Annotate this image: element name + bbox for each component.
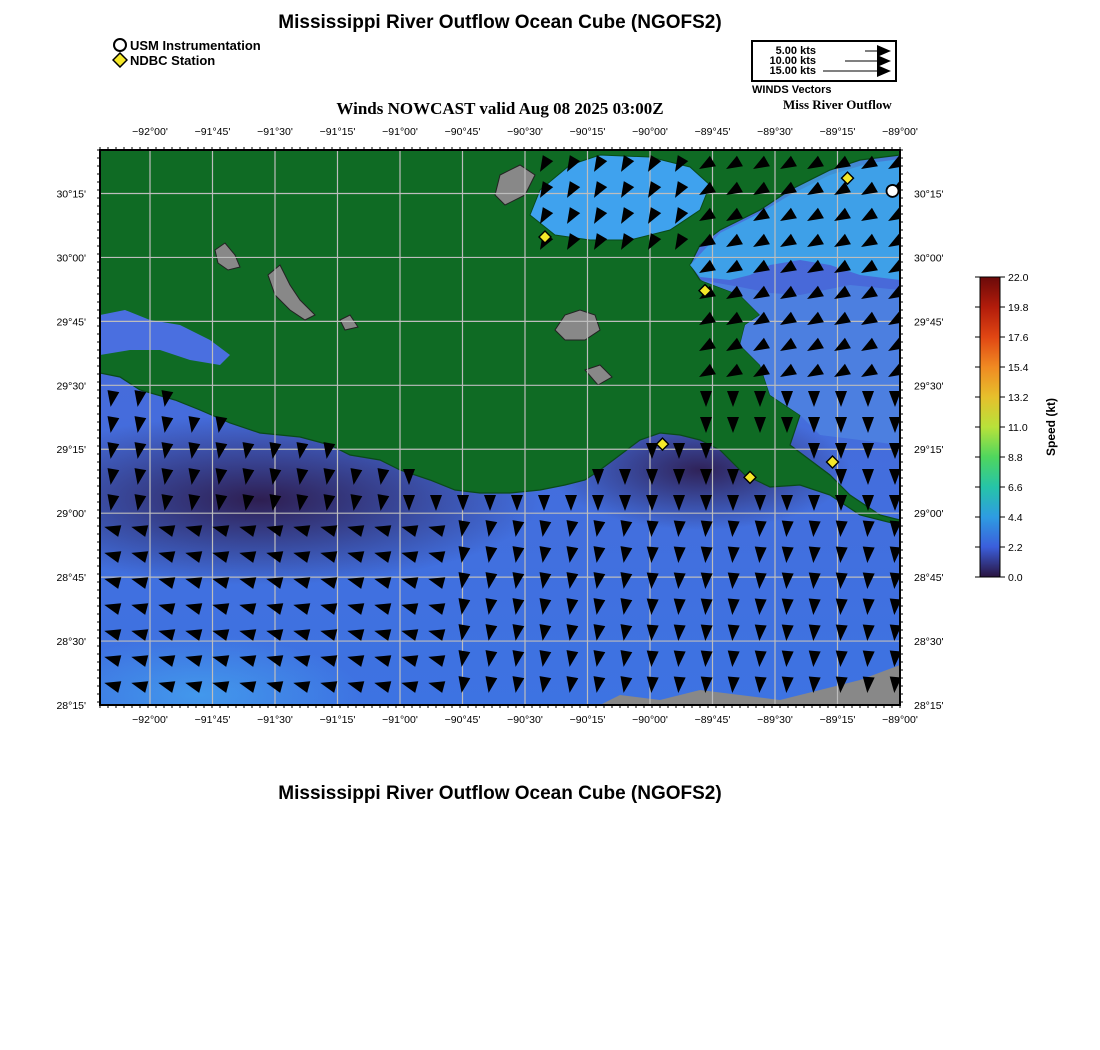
- x-tick-label-bottom: −91°30': [257, 714, 293, 726]
- x-axis-top: [132, 126, 918, 138]
- colorbar-label: Speed (kt): [1044, 397, 1058, 457]
- x-tick-label-bottom: −90°15': [569, 714, 606, 726]
- y-tick-label-left: 28°45': [56, 572, 86, 585]
- colorbar-tick-label: 4.4: [1008, 512, 1023, 524]
- x-tick-label-top: −91°45': [194, 126, 231, 138]
- x-tick-label-top: −91°15': [319, 126, 356, 138]
- y-axis-right: [914, 188, 944, 712]
- x-tick-label-bottom: −89°30': [757, 714, 793, 726]
- y-tick-label-left: 28°30': [56, 636, 86, 649]
- y-tick-label-left: 30°15': [56, 188, 86, 201]
- colorbar-tick-label: 17.6: [1008, 332, 1029, 344]
- x-tick-label-top: −90°45': [444, 126, 481, 138]
- legend-usm: [112, 37, 261, 53]
- y-tick-label-left: 29°00': [56, 508, 86, 521]
- colorbar-gradient: [980, 277, 1000, 577]
- region-label: Miss River Outflow: [783, 97, 892, 112]
- page-title-bottom: Mississippi River Outflow Ocean Cube (NGOFS2): [278, 783, 722, 804]
- x-tick-label-bottom: −89°45': [694, 714, 731, 726]
- ref-arrows: [753, 42, 895, 80]
- colorbar-tick-label: 2.2: [1008, 542, 1023, 554]
- x-tick-label-bottom: −91°15': [319, 714, 356, 726]
- y-tick-label-left: 29°30': [56, 380, 86, 393]
- speed-colorbar: [965, 270, 1075, 590]
- legend-usm-label: USM Instrumentation: [130, 37, 261, 53]
- colorbar-tick-label: 11.0: [1008, 422, 1028, 434]
- x-tick-label-bottom: −91°45': [194, 714, 231, 726]
- y-tick-label-right: 28°45': [914, 572, 944, 585]
- x-tick-label-top: −92°00': [132, 126, 168, 138]
- x-tick-label-top: −91°30': [257, 126, 293, 138]
- x-tick-label-top: −89°30': [757, 126, 793, 138]
- x-tick-label-bottom: −89°00': [882, 714, 918, 726]
- x-axis-bottom: [132, 714, 918, 726]
- colorbar-tick-label: 19.8: [1008, 302, 1029, 314]
- x-tick-label-top: −89°45': [694, 126, 731, 138]
- colorbar-tick-label: 22.0: [1008, 272, 1029, 284]
- vector-reference-box: [751, 40, 897, 82]
- y-axis-left: [56, 188, 86, 712]
- y-tick-label-right: 29°15': [914, 444, 944, 457]
- x-tick-label-top: −89°00': [882, 126, 918, 138]
- ref-label-15: 15.00 kts: [769, 65, 816, 77]
- colorbar-tick-label: 13.2: [1008, 392, 1029, 404]
- x-tick-label-bottom: −92°00': [132, 714, 168, 726]
- legend-ndbc: [112, 52, 215, 68]
- colorbar-tick-label: 0.0: [1008, 572, 1023, 584]
- x-tick-label-bottom: −89°15': [819, 714, 856, 726]
- x-tick-label-top: −89°15': [819, 126, 856, 138]
- x-tick-label-bottom: −90°45': [444, 714, 481, 726]
- page-title-top: Mississippi River Outflow Ocean Cube (NGOFS2): [278, 12, 722, 33]
- colorbar-tick-label: 6.6: [1008, 482, 1023, 494]
- y-tick-label-right: 29°30': [914, 380, 944, 393]
- y-tick-label-left: 28°15': [56, 700, 86, 712]
- x-tick-label-bottom: −90°00': [632, 714, 668, 726]
- map-subtitle: Winds NOWCAST valid Aug 08 2025 03:00Z: [336, 99, 664, 118]
- x-tick-label-bottom: −90°30': [507, 714, 543, 726]
- usm-circle-icon: [112, 37, 128, 53]
- x-tick-label-top: −90°00': [632, 126, 668, 138]
- legend-ndbc-label: NDBC Station: [130, 52, 216, 68]
- x-tick-label-top: −90°30': [507, 126, 543, 138]
- ndbc-diamond-icon: [112, 52, 128, 68]
- y-tick-label-right: 29°00': [914, 508, 944, 521]
- y-tick-label-right: 28°30': [914, 636, 944, 649]
- wind-map: [0, 115, 960, 740]
- map-fill: [0, 145, 960, 740]
- ref-label-5: 5.00 kts: [775, 45, 816, 57]
- colorbar-tick-label: 8.8: [1008, 452, 1023, 464]
- y-tick-label-right: 30°00': [914, 252, 944, 265]
- usm-station-marker[interactable]: [887, 185, 899, 197]
- y-tick-label-right: 28°15': [914, 700, 944, 712]
- x-tick-label-top: −90°15': [569, 126, 606, 138]
- x-tick-label-top: −91°00': [382, 126, 418, 138]
- x-tick-label-bottom: −91°00': [382, 714, 418, 726]
- ref-label-10: 10.00 kts: [769, 55, 816, 67]
- y-tick-label-left: 29°15': [56, 444, 86, 457]
- colorbar-tick-label: 15.4: [1008, 362, 1029, 374]
- y-tick-label-left: 30°00': [56, 252, 86, 265]
- y-tick-label-right: 29°45': [914, 316, 944, 329]
- y-tick-label-right: 30°15': [914, 188, 944, 201]
- vector-reference-caption: WINDS Vectors: [752, 84, 832, 96]
- y-tick-label-left: 29°45': [56, 316, 86, 329]
